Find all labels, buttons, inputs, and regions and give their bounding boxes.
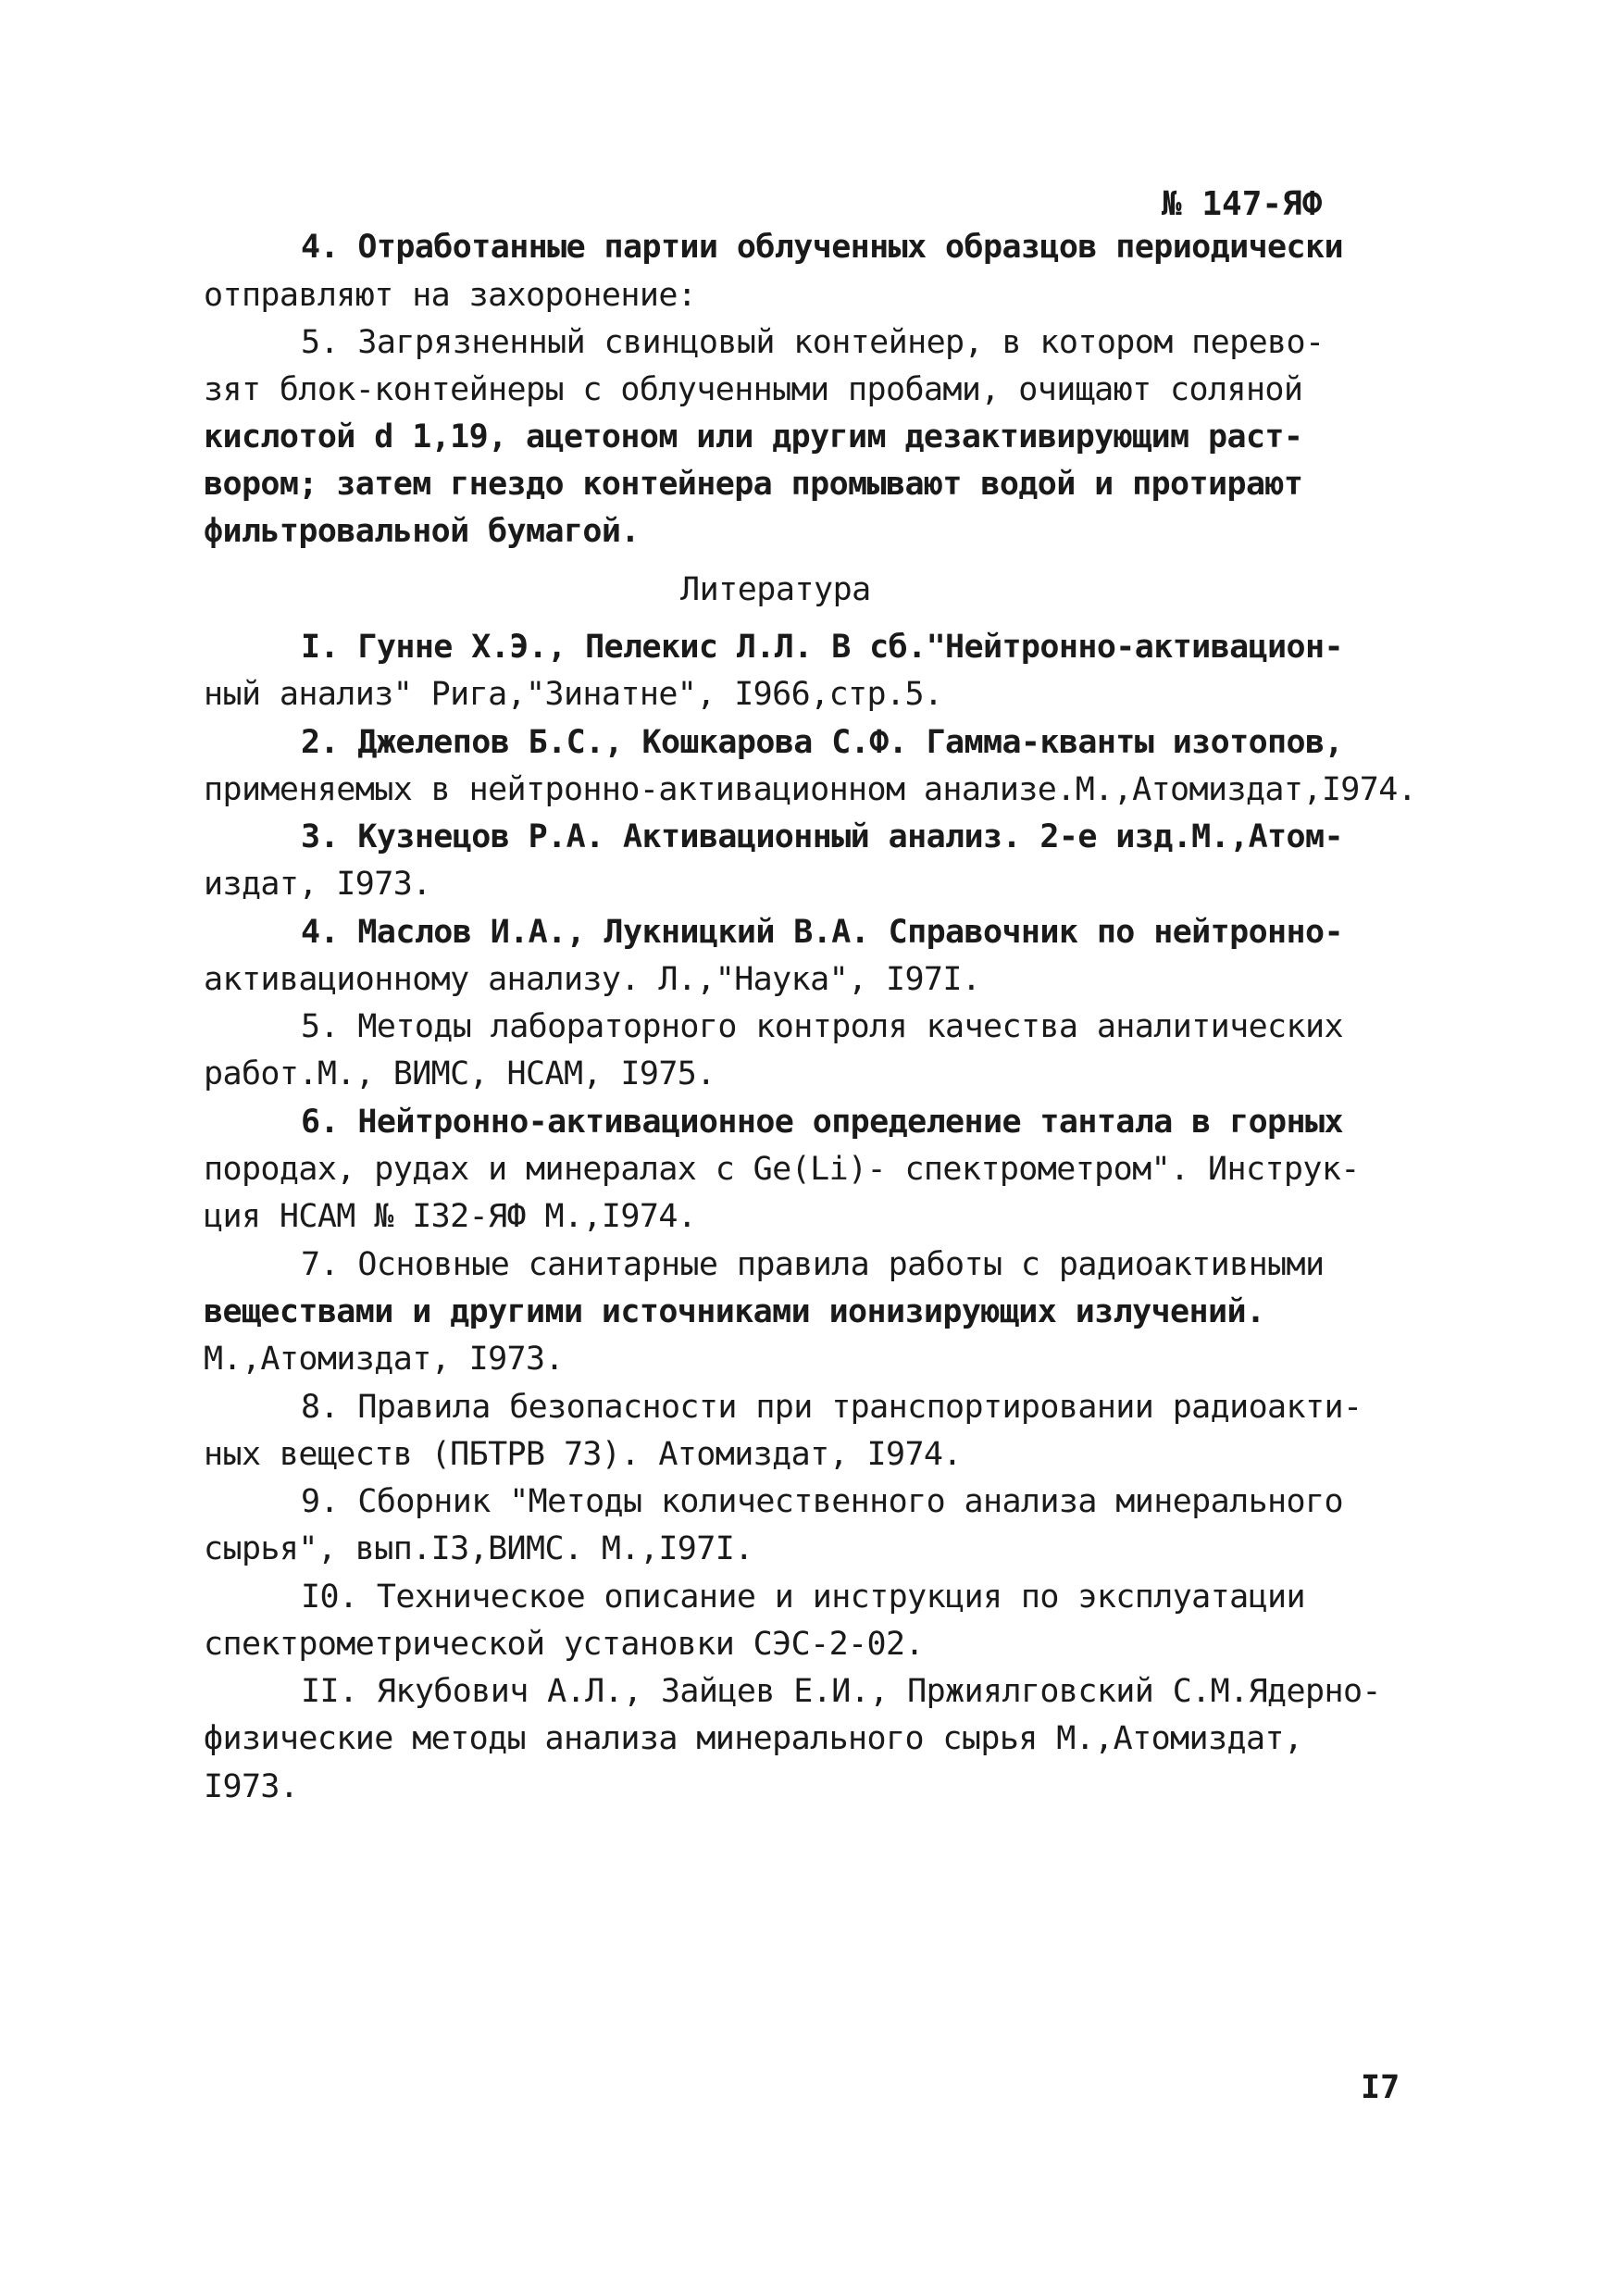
- page-number: I7: [1361, 2069, 1400, 2106]
- reference-line: применяемых в нейтронно-активационном анализе.М.,Атомиздат,I974.: [204, 771, 1417, 808]
- reference-line: ция НСАМ № I32-ЯФ М.,I974.: [204, 1198, 697, 1235]
- reference-line: сырья", вып.I3,ВИМС. М.,I97I.: [204, 1530, 753, 1567]
- reference-line: М.,Атомиздат, I973.: [204, 1341, 564, 1378]
- reference-line: 4. Маслов И.А., Лукницкий В.А. Справочник по нейтронно-: [301, 914, 1343, 951]
- reference-line: I0. Техническое описание и инструкция по эксплуатации: [301, 1578, 1306, 1616]
- reference-line: 9. Сборник "Методы количественного анализа минерального: [301, 1483, 1343, 1520]
- paragraph-line: 4. Отработанные партии облученных образцов периодически: [301, 229, 1343, 266]
- paragraph-line: отправляют на захоронение:: [204, 277, 697, 314]
- reference-line: породах, рудах и минералах с Ge(Li)- спектрометром". Инструк-: [204, 1151, 1360, 1188]
- reference-line: спектрометрической установки СЭС-2-02.: [204, 1626, 924, 1663]
- reference-line: активационному анализу. Л.,"Наука", I97I.: [204, 961, 981, 998]
- reference-line: 5. Методы лабораторного контроля качества аналитических: [301, 1008, 1343, 1045]
- reference-line: ный анализ" Рига,"Зинатне", I966,стр.5.: [204, 676, 943, 713]
- reference-line: издат, I973.: [204, 866, 431, 903]
- section-heading-literature: Литература: [680, 571, 871, 608]
- document-number: № 147-ЯФ: [1162, 185, 1323, 223]
- reference-line: 2. Джелепов Б.С., Кошкарова С.Ф. Гамма-кванты изотопов,: [301, 724, 1343, 761]
- reference-line: 7. Основные санитарные правила работы с радиоактивными: [301, 1246, 1325, 1283]
- paragraph-line: 5. Загрязненный свинцовый контейнер, в котором перево-: [301, 324, 1325, 361]
- paragraph-line: вором; затем гнездо контейнера промывают водой и протирают: [204, 466, 1303, 503]
- reference-line: 6. Нейтронно-активационное определение тантала в горных: [301, 1104, 1343, 1141]
- reference-line: работ.М., ВИМС, НСАМ, I975.: [204, 1055, 716, 1092]
- reference-line: I973.: [204, 1768, 299, 1805]
- reference-line: II. Якубович А.Л., Зайцев Е.И., Пржиялговский С.М.Ядерно-: [301, 1673, 1381, 1710]
- reference-line: I. Гунне Х.Э., Пелекис Л.Л. В сб."Нейтронно-активацион-: [301, 629, 1343, 666]
- paragraph-line: фильтровальной бумагой.: [204, 513, 640, 550]
- reference-line: веществами и другими источниками ионизирующих излучений.: [204, 1293, 1265, 1330]
- reference-line: физические методы анализа минерального сырья М.,Атомиздат,: [204, 1720, 1303, 1757]
- paragraph-line: зят блок-контейнеры с облученными пробами, очищают соляной: [204, 371, 1303, 408]
- reference-line: 3. Кузнецов Р.А. Активационный анализ. 2-е изд.М.,Атом-: [301, 818, 1343, 855]
- reference-line: 8. Правила безопасности при транспортировании радиоакти-: [301, 1389, 1363, 1426]
- reference-line: ных веществ (ПБТРВ 73). Атомиздат, I974.: [204, 1436, 962, 1473]
- paragraph-line: кислотой d 1,19, ацетоном или другим дезактивирующим раст-: [204, 418, 1303, 455]
